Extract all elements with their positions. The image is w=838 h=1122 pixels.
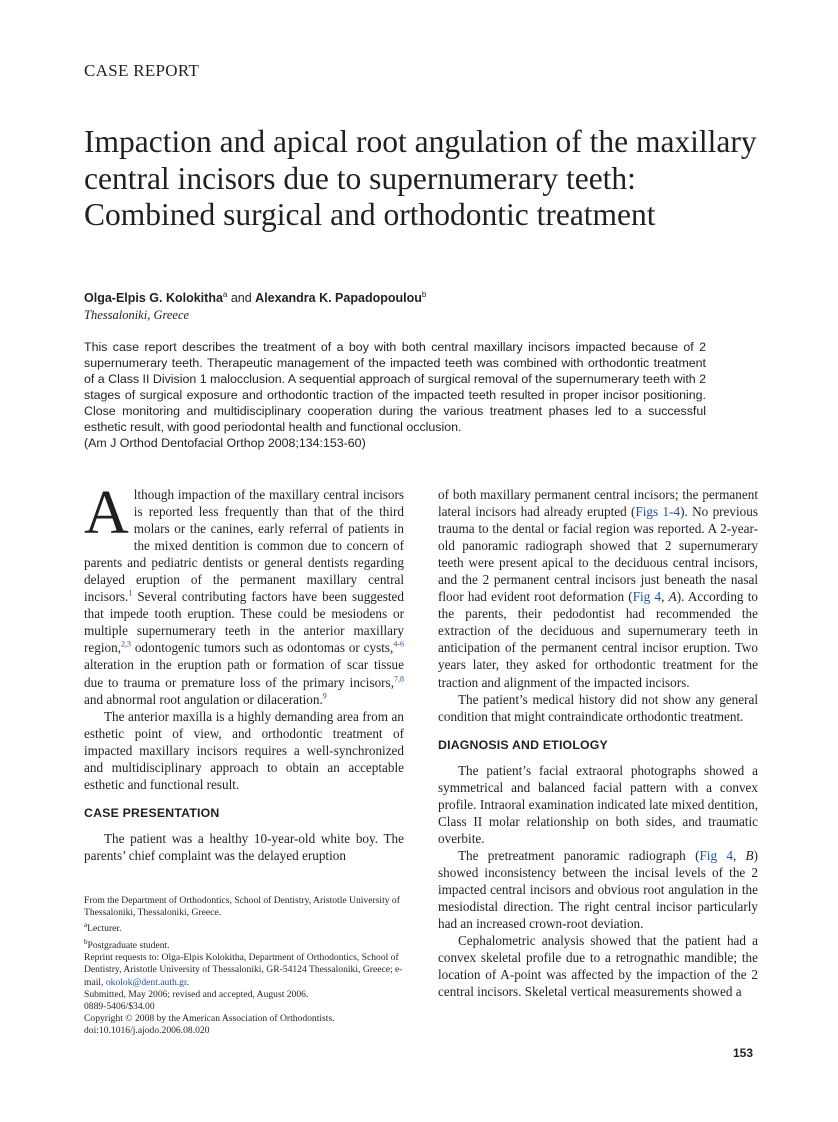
section-label: CASE REPORT — [84, 61, 200, 80]
reference-link[interactable]: 2,3 — [121, 640, 131, 650]
body-paragraph — [438, 847, 758, 932]
text-run: . — [186, 976, 190, 988]
footnote-reprint — [84, 952, 404, 989]
text-run: alteration in the eruption path or formation of scar tissue due to trauma or premature loss of the primary incisors, — [84, 657, 404, 690]
text-run: odontogenic tumors such as odontomas or cysts, — [131, 640, 394, 656]
text-run: ). No previous trauma to the dental or facial region was reported. A 2-year-old panoramic radiograph showed that 2 supernumerary teeth were present apical to the deciduous central incisors, and the 2 permanent central incisors just beneath the nasal floor had evident root deformation ( — [438, 504, 758, 605]
author-connector: and — [227, 291, 256, 306]
page-number: 153 — [733, 1046, 754, 1060]
figure-link[interactable]: Fig 4 — [699, 847, 733, 863]
footnote-copyright: Copyright © 2008 by the American Association of Orthodontists. — [84, 1013, 335, 1025]
text-run: , — [661, 589, 669, 605]
text-run: and abnormal root angulation or dilaceration. — [84, 691, 323, 707]
reference-link[interactable]: 9 — [322, 691, 327, 701]
reference-link[interactable]: 7,8 — [394, 674, 404, 684]
body-paragraph — [84, 479, 404, 708]
footnote-affiliation: From the Department of Orthodontics, School of Dentistry, Aristotle University of Thessaloniki, Thessaloniki, Greece. — [84, 895, 400, 919]
author-line — [84, 290, 426, 305]
footnote-marker: a — [84, 921, 88, 930]
figure-link[interactable]: Figs 1-4 — [635, 504, 681, 520]
text-run: ) showed inconsistency between the incisal levels of the 2 impacted central incisors and obvious root angulation in the mesiodistal direction. The right central incisor particularly had an increased crown-root deviation. — [438, 847, 759, 932]
text-run: lthough impaction of the maxillary central incisors is reported less frequently than that of the third molars or the canines, early referral of patients in the mixed dentition is common due to concern of parents and pediatric dentists or general dentists regarding delayed eruption of the permanent maxillary central incisors. — [84, 487, 404, 605]
affiliation-marker: a — [222, 290, 228, 299]
left-column — [84, 479, 404, 864]
author-location: Thessaloniki, Greece — [84, 308, 190, 322]
footnote-doi: doi:10.1016/j.ajodo.2006.08.020 — [84, 1025, 210, 1037]
affiliation-marker: b — [421, 290, 427, 299]
right-column — [438, 486, 758, 1000]
author-name: Alexandra K. Papadopoulou — [255, 291, 422, 306]
abstract-text: This case report describes the treatment of a boy with both central maxillary incisors impacted because of 2 supernumerary teeth. Therapeutic management of the impacted teeth was combined with orthodontic treatment of a Class II Division 1 malocclusion. A sequential approach of surgical removal of the supernumerary teeth with 2 stages of surgical exposure and orthodontic traction of the impacted teeth resulted in proper incisor positioning. Close monitoring and multidisciplinary cooperation during the various treatment phases led to a successful esthetic result, with good periodontal health and functional occlusion. — [84, 340, 706, 434]
journal-citation: (Am J Orthod Dentofacial Orthop 2008;134:153-60) — [84, 436, 366, 450]
text-run: ). According to the parents, their pedodontist had recommended the extraction of the deciduous and supernumerary teeth in anticipation of the permanent central incisor eruption. Two years later, they asked for orthodontic treatment for the traction and alignment of the impacted incisors. — [438, 589, 759, 690]
body-paragraph — [438, 486, 758, 691]
footnote-b — [84, 936, 404, 952]
body-paragraph: Cephalometric analysis showed that the patient had a convex skeletal profile due to a retrognathic mandible; the location of A-point was affected by the impaction of the 2 central incisors. Skeletal vertical measurements showed a — [438, 933, 758, 1000]
article-title: Impaction and apical root angulation of the maxillary central incisors due to supernumerary teeth: Combined surgical and orthodontic treatment — [84, 124, 757, 232]
footnote-price: 0889-5406/$34.00 — [84, 1001, 155, 1012]
text-run: Reprint requests to: Olga-Elpis Kolokitha, Department of Orthodontics, School of Dentistry, Aristotle University of Thessaloniki, GR-54124 Thessaloniki, Greece; e-mail, — [84, 952, 403, 988]
author-name: Olga-Elpis G. Kolokitha — [84, 291, 223, 306]
text-run: of both maxillary permanent central incisors; the permanent lateral incisors had already erupted ( — [438, 487, 758, 520]
text-run: The pretreatment panoramic radiograph ( — [458, 847, 700, 863]
abstract — [84, 339, 706, 451]
section-heading: CASE PRESENTATION — [84, 805, 220, 820]
footnote-marker: b — [84, 937, 88, 946]
figure-panel: B — [745, 847, 754, 863]
figure-panel: A — [668, 589, 677, 605]
text-run: Several contributing factors have been suggested that impede tooth eruption. These could be mesiodens or multiple supernumerary teeth in the anterior maxillary region, — [84, 589, 404, 656]
reference-link[interactable]: 4-6 — [393, 640, 404, 650]
drop-cap: A — [84, 479, 129, 547]
text-run: Postgraduate student. — [87, 939, 170, 951]
figure-link[interactable]: Fig 4 — [632, 589, 662, 605]
body-paragraph: The patient’s facial extraoral photographs showed a symmetrical and balanced facial pattern with a convex profile. Intraoral examination indicated late mixed dentition, Class II molar relationship on both sides, and traumatic overbite. — [438, 762, 758, 846]
text-run: , — [732, 847, 746, 863]
footnote-submitted: Submitted, May 2006; revised and accepted, August 2006. — [84, 988, 309, 1000]
footnotes — [84, 895, 404, 1038]
section-heading: DIAGNOSIS AND ETIOLOGY — [438, 737, 608, 752]
text-run: Lecturer. — [87, 923, 122, 935]
body-paragraph: The patient was a healthy 10-year-old white boy. The parents’ chief complaint was the delayed eruption — [84, 830, 404, 863]
body-paragraph: The anterior maxilla is a highly demanding area from an esthetic point of view, and orthodontic treatment of impacted maxillary incisors requires a well-synchronized and multidisciplinary approach to obtain an acceptable esthetic and functional result. — [84, 708, 404, 792]
email-link[interactable]: okolok@dent.auth.gr — [105, 976, 187, 988]
footnote-a — [84, 919, 404, 935]
reference-link[interactable]: 1 — [128, 588, 133, 598]
body-paragraph: The patient’s medical history did not show any general condition that might contraindicate orthodontic treatment. — [438, 691, 758, 724]
